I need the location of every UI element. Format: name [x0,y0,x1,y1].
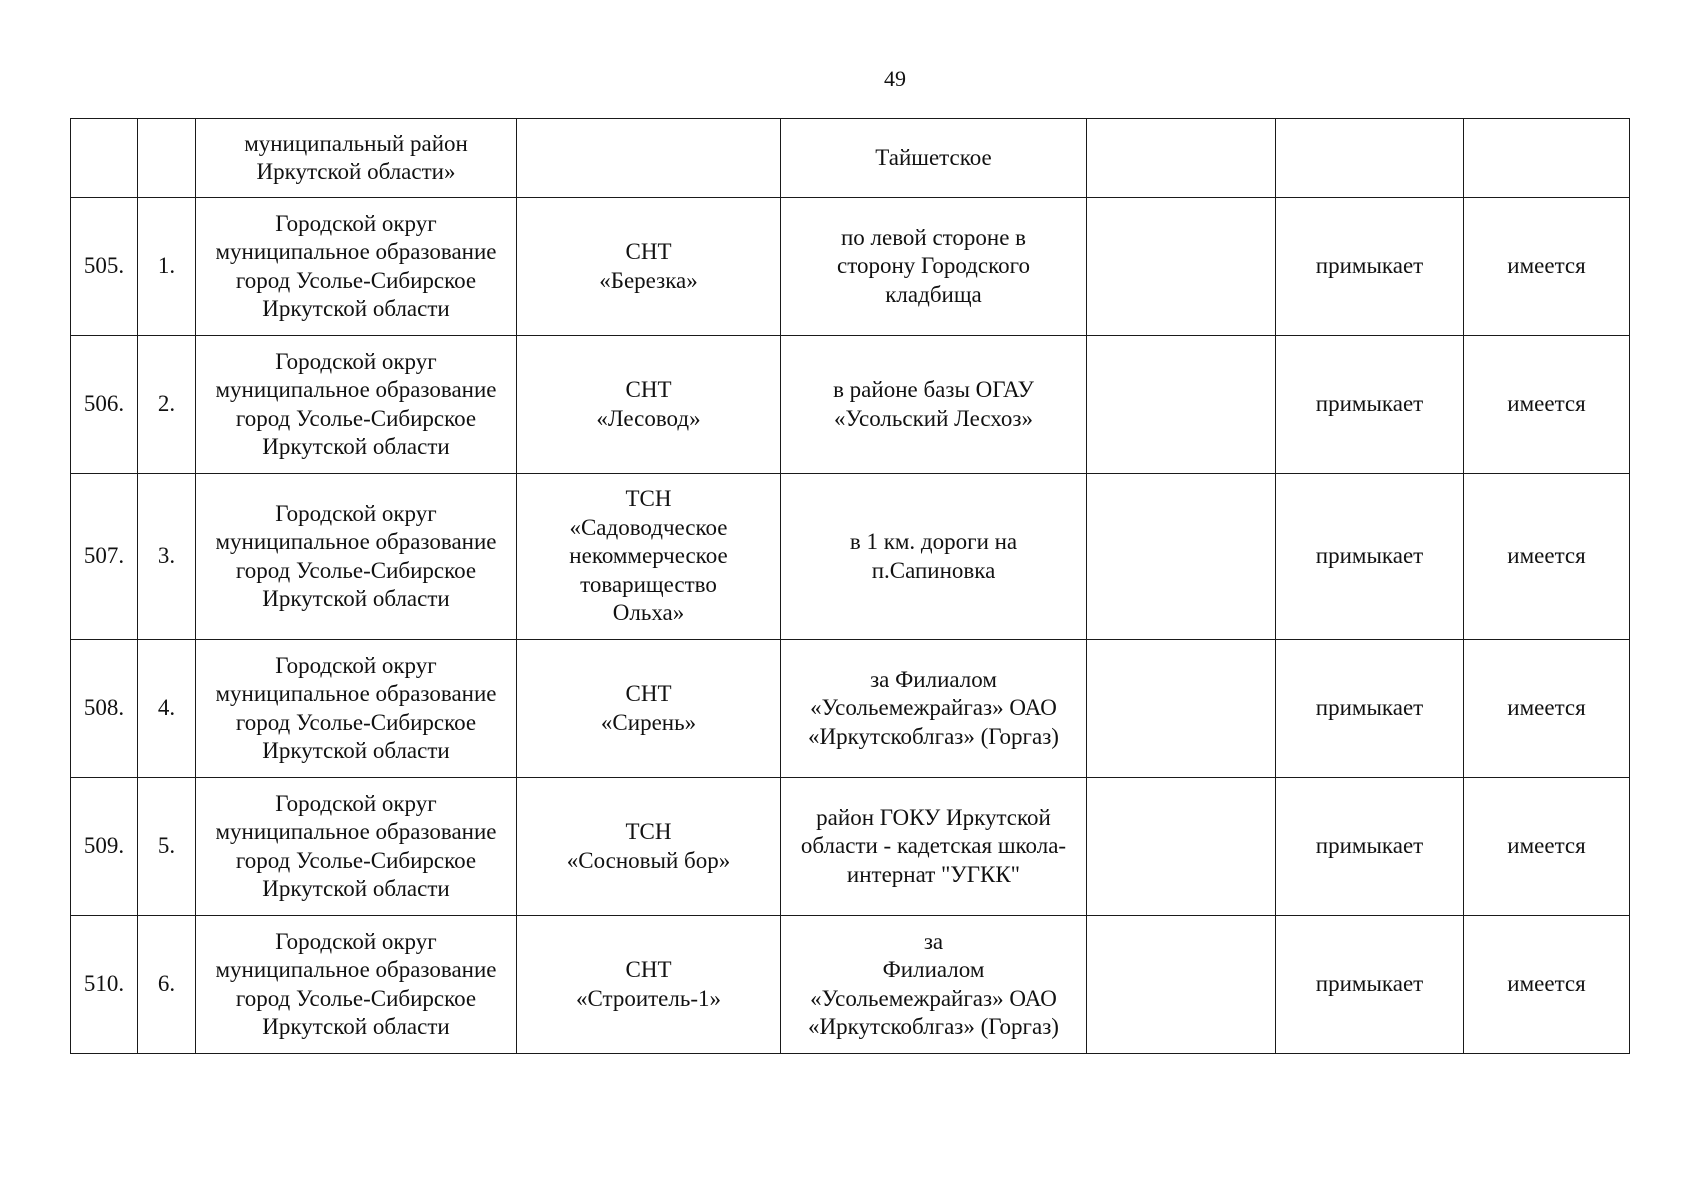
table-row [71,336,1630,474]
global-number-cell: 510. [71,916,138,1054]
table-row [71,198,1630,336]
entity-cell: Городской округ муниципальное образование город Усолье-Сибирское Иркутской области [196,336,517,474]
table-row [71,640,1630,778]
name-cell: СНТ «Сирень» [517,640,781,778]
location-cell: за Филиалом «Усольемежрайгаз» ОАО «Иркутскоблгаз» (Горгаз) [781,916,1087,1054]
entity-cell: Городской округ муниципальное образование город Усолье-Сибирское Иркутской области [196,474,517,640]
registry-table [70,118,1630,1054]
availability-cell: имеется [1464,198,1630,336]
entity-cell: Городской округ муниципальное образование город Усолье-Сибирское Иркутской области [196,916,517,1054]
global-number-cell: 506. [71,336,138,474]
adjacency-cell [1276,119,1464,198]
availability-cell: имеется [1464,640,1630,778]
adjacency-cell: примыкает [1276,640,1464,778]
name-cell: СНТ «Строитель-1» [517,916,781,1054]
name-cell: ТСН «Сосновый бор» [517,778,781,916]
name-cell [517,119,781,198]
empty-cell [1087,474,1276,640]
empty-cell [1087,640,1276,778]
adjacency-cell: примыкает [1276,916,1464,1054]
availability-cell: имеется [1464,778,1630,916]
location-cell: район ГОКУ Иркутской области - кадетская школа- интернат "УГКК" [781,778,1087,916]
empty-cell [1087,778,1276,916]
adjacency-cell: примыкает [1276,474,1464,640]
availability-cell: имеется [1464,474,1630,640]
adjacency-cell: примыкает [1276,198,1464,336]
local-number-cell: 5. [138,778,196,916]
empty-cell [1087,916,1276,1054]
name-cell: ТСН «Садоводческое некоммерческое товарищество Ольха» [517,474,781,640]
local-number-cell: 3. [138,474,196,640]
local-number-cell: 1. [138,198,196,336]
continuation-row [71,119,1630,198]
location-cell: в районе базы ОГАУ «Усольский Лесхоз» [781,336,1087,474]
global-number-cell: 508. [71,640,138,778]
global-number-cell: 505. [71,198,138,336]
entity-cell: Городской округ муниципальное образование город Усолье-Сибирское Иркутской области [196,198,517,336]
entity-cell: муниципальный район Иркутской области» [196,119,517,198]
global-number-cell: 509. [71,778,138,916]
empty-cell [1087,336,1276,474]
local-number-cell [138,119,196,198]
table-row [71,778,1630,916]
global-number-cell: 507. [71,474,138,640]
adjacency-cell: примыкает [1276,778,1464,916]
location-cell: за Филиалом «Усольемежрайгаз» ОАО «Иркутскоблгаз» (Горгаз) [781,640,1087,778]
entity-cell: Городской округ муниципальное образование город Усолье-Сибирское Иркутской области [196,778,517,916]
empty-cell [1087,198,1276,336]
entity-cell: Городской округ муниципальное образование город Усолье-Сибирское Иркутской области [196,640,517,778]
name-cell: СНТ «Лесовод» [517,336,781,474]
local-number-cell: 4. [138,640,196,778]
availability-cell: имеется [1464,916,1630,1054]
global-number-cell [71,119,138,198]
name-cell: СНТ «Березка» [517,198,781,336]
empty-cell [1087,119,1276,198]
local-number-cell: 6. [138,916,196,1054]
location-cell: по левой стороне в сторону Городского кладбища [781,198,1087,336]
availability-cell [1464,119,1630,198]
local-number-cell: 2. [138,336,196,474]
availability-cell: имеется [1464,336,1630,474]
table-row [71,474,1630,640]
page-number: 49 [884,66,906,91]
adjacency-cell: примыкает [1276,336,1464,474]
location-cell: Тайшетское [781,119,1087,198]
location-cell: в 1 км. дороги на п.Сапиновка [781,474,1087,640]
table-row [71,916,1630,1054]
